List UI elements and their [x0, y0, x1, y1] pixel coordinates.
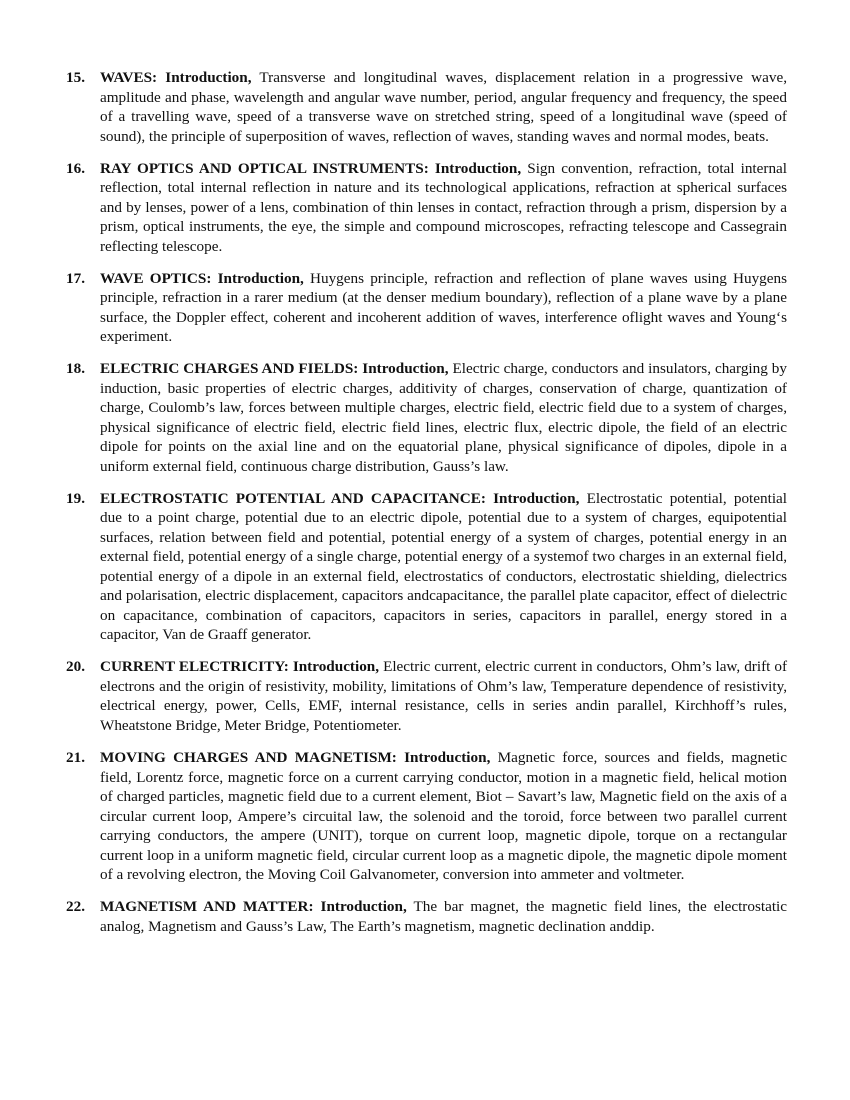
- item-intro: Introduction,: [493, 489, 580, 507]
- item-title: ELECTROSTATIC POTENTIAL AND CAPACITANCE:: [100, 489, 486, 507]
- item-body: [100, 359, 787, 476]
- syllabus-item-current-electricity: [66, 657, 787, 735]
- item-text: Electrostatic potential, potential due to a point charge, potential due to an electric dipole, potential due to a system of charges, equipotential surfaces, relation between field and potential, potential energy of a system of charges, potential energy in an external field, potential energy of a single charge, potential energy of a systemof two charges in an external field, potential energy of a dipole in an external field, electrostatics of conductors, electrostatic shielding, dielectrics and polarisation, electric displacement, capacitors andcapacitance, the parallel plate capacitor, effect of dielectric on capacitance, combination of capacitors, capacitors in series, capacitors in parallel, energy stored in a capacitor, Van de Graaff generator.: [100, 489, 788, 644]
- syllabus-item-ray-optics: [66, 159, 787, 257]
- item-intro: Introduction,: [362, 360, 449, 378]
- item-body: [100, 897, 787, 936]
- item-intro: Introduction,: [165, 69, 252, 86]
- item-body: [100, 159, 787, 257]
- item-body: [100, 748, 787, 885]
- item-text: Electric current, electric current in conductors, Ohm’s law, drift of electrons and the origin of resistivity, mobility, limitations of Ohm’s law, Temperature dependence of resistivity, electrical energy, power, Cells, EMF, internal resistance, cells in series andin parallel, Kirchhoff’s rules, Wheatstone Bridge, Meter Bridge, Potentiometer.: [100, 658, 787, 734]
- item-body: [100, 489, 787, 645]
- syllabus-item-moving-charges: [66, 748, 787, 885]
- item-number: 17.: [66, 269, 85, 287]
- syllabus-item-electric-charges: [66, 359, 787, 476]
- syllabus-item-electrostatic-potential: [66, 489, 787, 645]
- item-text: Magnetic force, sources and fields, magnetic field, Lorentz force, magnetic force on a current carrying conductor, motion in a magnetic field, helical motion of charged particles, magnetic field due to a current element, Biot – Savart’s law, Magnetic field on the axis of a circular current loop, Ampere’s circuital law, the solenoid and the toroid, force between two parallel current carrying conductors, the ampere (UNIT), torque on current loop, magnetic dipole, torque on a rectangular current loop in a uniform magnetic field, circular current loop as a magnetic dipole, the magnetic dipole moment of a revolving electron, the Moving Coil Galvanometer, conversion into ammeter and voltmeter.: [100, 749, 787, 884]
- item-intro: Introduction,: [217, 269, 304, 287]
- item-intro: Introduction,: [404, 749, 491, 767]
- item-number: 20.: [66, 658, 85, 676]
- syllabus-item-magnetism-matter: [66, 897, 787, 936]
- item-body: [100, 269, 787, 347]
- item-text: Electric charge, conductors and insulators, charging by induction, basic properties of electric charges, additivity of charges, conservation of charge, quantization of charge, Coulomb’s law, forces between multiple charges, electric field, electric field due to a system of charges, physical significance of electric field, electric field lines, electric flux, electric dipole, the field of an electric dipole for points on the axial line and on the equatorial plane, physical significance of dipoles, dipole in a uniform external field, continuous charge distribution, Gauss’s law.: [100, 360, 787, 475]
- item-text: The bar magnet, the magnetic field lines, the electrostatic analog, Magnetism and Gauss’s Law, The Earth’s magnetism, magnetic declination anddip.: [100, 898, 788, 935]
- item-intro: Introduction,: [320, 898, 407, 916]
- item-body: [100, 657, 787, 735]
- item-number: 15.: [66, 69, 85, 86]
- item-intro: Introduction,: [292, 658, 380, 676]
- item-text: Huygens principle, refraction and reflection of plane waves using Huygens principle, refraction in a rarer medium (at the denser medium boundary), reflection of a plane wave by a plane surface, the Doppler effect, coherent and incoherent addition of waves, interference oflight waves and Young‘s experiment.: [100, 269, 787, 346]
- item-title: MAGNETISM AND MATTER:: [100, 898, 314, 916]
- syllabus-item-waves: [66, 68, 787, 146]
- item-number: 22.: [66, 898, 85, 916]
- item-text: Transverse and longitudinal waves, displacement relation in a progressive wave, amplitude and phase, wavelength and angular wave number, period, angular frequency and frequency, the speed of a travelling wave, speed of a transverse wave on stretched string, speed of a longitudinal wave (speed of sound), the principle of superposition of waves, reflection of waves, standing waves and normal modes, beats.: [100, 69, 787, 145]
- item-number: 16.: [66, 159, 85, 177]
- item-title: ELECTRIC CHARGES AND FIELDS:: [100, 360, 359, 378]
- item-intro: Introduction,: [434, 159, 522, 177]
- item-number: 19.: [66, 489, 85, 507]
- item-title: CURRENT ELECTRICITY:: [100, 658, 289, 676]
- item-title: MOVING CHARGES AND MAGNETISM:: [100, 749, 397, 767]
- item-title: WAVE OPTICS:: [100, 269, 212, 287]
- syllabus-page: [66, 68, 787, 949]
- item-text: Sign convention, refraction, total internal reflection, total internal reflection in nature and its technological applications, refraction at spherical surfaces and by lenses, power of a lens, combination of thin lenses in contact, refraction through a prism, dispersion by a prism, optical instruments, the eye, the simple and compound microscopes, refracting telescope and Cassegrain reflecting telescope.: [100, 159, 788, 255]
- item-number: 21.: [66, 749, 85, 767]
- syllabus-item-wave-optics: [66, 269, 787, 347]
- item-number: 18.: [66, 360, 85, 378]
- item-title: RAY OPTICS AND OPTICAL INSTRUMENTS:: [100, 159, 429, 177]
- item-title: WAVES:: [100, 69, 158, 86]
- item-body: [100, 68, 787, 146]
